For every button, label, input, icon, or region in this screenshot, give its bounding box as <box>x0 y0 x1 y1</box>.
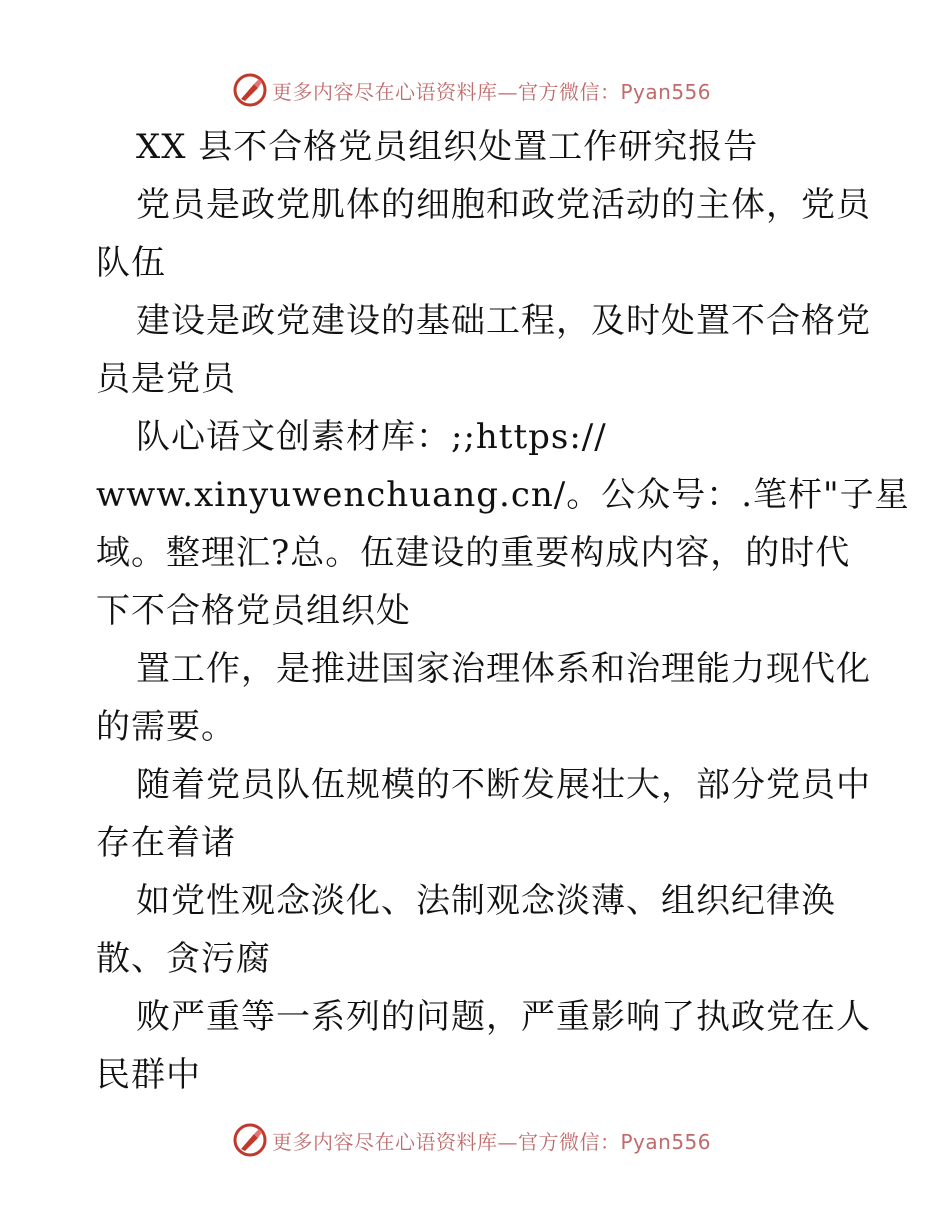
pen-logo-icon <box>232 1122 268 1158</box>
doc-title: XX 县不合格党员组织处置工作研究报告 <box>136 127 759 167</box>
header-banner-wechat-id: Pyan556 <box>620 79 712 104</box>
doc-line: 败严重等一系列的问题，严重影响了执政党在人 <box>136 997 871 1037</box>
doc-line: 党员是政党肌体的细胞和政党活动的主体，党员 <box>136 185 871 225</box>
doc-line: 域。整理汇?总。伍建设的重要构成内容，的时代 <box>96 533 851 573</box>
doc-line: 存在着诸 <box>96 823 236 863</box>
doc-line: 员是党员 <box>96 359 236 399</box>
pen-logo-icon <box>232 72 268 108</box>
footer-banner-text <box>272 1126 711 1155</box>
document-body <box>96 118 910 1104</box>
footer-banner <box>232 1120 711 1160</box>
doc-line: 下不合格党员组织处 <box>96 591 411 631</box>
doc-line: 民群中 <box>96 1055 201 1095</box>
header-banner <box>232 70 711 110</box>
header-banner-text <box>272 76 711 105</box>
doc-line: 置工作，是推进国家治理体系和治理能力现代化 <box>136 649 871 689</box>
footer-banner-label: 更多内容尽在心语资料库—官方微信： <box>272 1129 621 1154</box>
footer-banner-wechat-id: Pyan556 <box>620 1129 712 1154</box>
doc-line: 队心语文创素材库：;;https:// <box>136 417 607 457</box>
doc-line: 如党性观念淡化、法制观念淡薄、组织纪律涣 <box>136 881 836 921</box>
doc-line: 随着党员队伍规模的不断发展壮大，部分党员中 <box>136 765 871 805</box>
doc-line: 建设是政党建设的基础工程，及时处置不合格党 <box>136 301 871 341</box>
doc-line: 队伍 <box>96 243 166 283</box>
header-banner-label: 更多内容尽在心语资料库—官方微信： <box>272 79 621 104</box>
doc-line: 的需要。 <box>96 707 236 747</box>
doc-line: 散、贪污腐 <box>96 939 271 979</box>
doc-line: www.xinyuwenchuang.cn/。公众号：.笔杆"子星 <box>96 475 910 515</box>
